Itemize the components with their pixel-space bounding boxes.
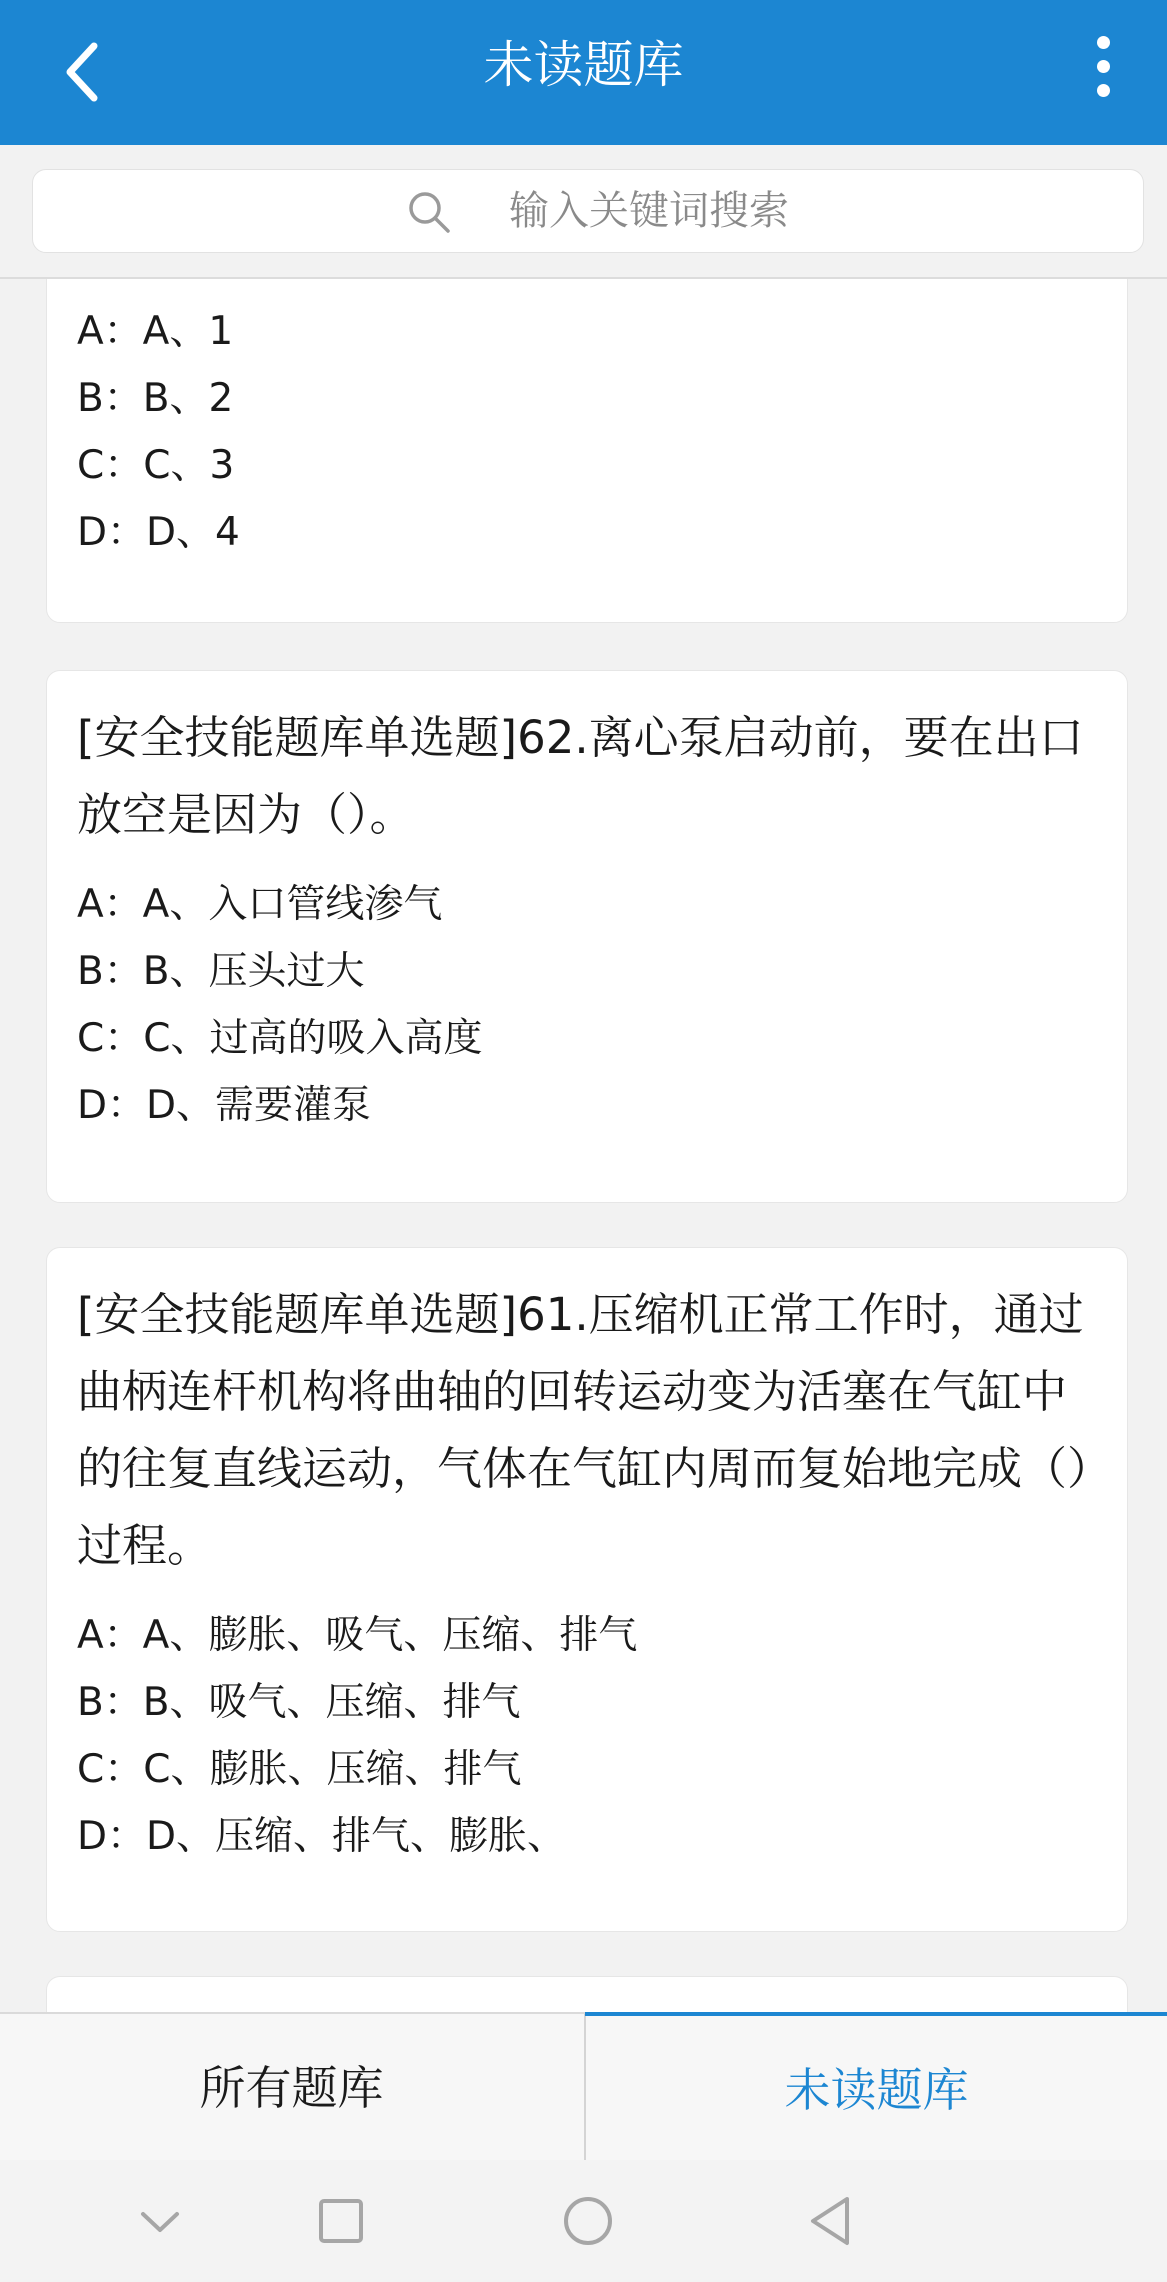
question-text: [安全技能题库单选题]62.离心泵启动前，要在出口放空是因为（）。 bbox=[77, 711, 1084, 841]
tab-all-questions[interactable]: 所有题库 bbox=[199, 2061, 384, 2115]
hide-keyboard-button[interactable] bbox=[125, 2190, 195, 2252]
question-card[interactable] bbox=[46, 1976, 1128, 2012]
bottom-tab-bar bbox=[0, 2012, 1167, 2162]
option-b[interactable]: B：B、吸气、压缩、排气 bbox=[77, 1680, 521, 1725]
search-placeholder: 输入关键词搜索 bbox=[509, 188, 789, 234]
search-icon bbox=[405, 188, 453, 236]
option-d[interactable]: D：D、需要灌泵 bbox=[77, 1083, 372, 1128]
page-title: 未读题库 bbox=[483, 36, 684, 94]
option-a[interactable]: A：A、膨胀、吸气、压缩、排气 bbox=[77, 1613, 638, 1658]
recents-button[interactable] bbox=[306, 2190, 376, 2252]
question-text: [安全技能题库单选题]61.压缩机正常工作时，通过曲柄连杆机构将曲轴的回转运动变为活塞在气缸中的往复直线运动，气体在气缸内周而复始地完成（）过程。 bbox=[77, 1288, 1090, 1572]
more-options-button[interactable] bbox=[1067, 20, 1137, 110]
app-header bbox=[0, 0, 1167, 145]
option-a[interactable]: A：A、入口管线渗气 bbox=[77, 882, 443, 927]
search-input[interactable] bbox=[32, 169, 1144, 253]
question-card[interactable] bbox=[46, 670, 1128, 1203]
option-c[interactable]: C：C、膨胀、压缩、排气 bbox=[77, 1747, 522, 1792]
back-nav-button[interactable] bbox=[797, 2190, 867, 2252]
tab-unread-questions[interactable]: 未读题库 bbox=[585, 2012, 1167, 2164]
triangle-back-icon bbox=[797, 2190, 867, 2252]
home-button[interactable] bbox=[553, 2190, 623, 2252]
option-c[interactable]: C：C、3 bbox=[77, 443, 235, 488]
question-card[interactable] bbox=[46, 1247, 1128, 1932]
system-nav-bar bbox=[0, 2160, 1167, 2282]
options-list bbox=[77, 871, 1097, 1139]
option-b[interactable]: B：B、压头过大 bbox=[77, 949, 365, 994]
circle-icon bbox=[553, 2190, 623, 2252]
options-list bbox=[77, 1602, 1097, 1870]
square-icon bbox=[306, 2190, 376, 2252]
chevron-down-icon bbox=[125, 2190, 195, 2252]
options-list bbox=[77, 298, 1097, 566]
option-d[interactable]: D：D、压缩、排气、膨胀、 bbox=[77, 1814, 567, 1859]
option-d[interactable]: D：D、4 bbox=[77, 510, 240, 555]
option-b[interactable]: B：B、2 bbox=[77, 376, 234, 421]
option-c[interactable]: C：C、过高的吸入高度 bbox=[77, 1016, 483, 1061]
option-a[interactable]: A：A、1 bbox=[77, 309, 234, 354]
question-card[interactable] bbox=[46, 279, 1128, 623]
search-bar bbox=[0, 145, 1167, 279]
question-list bbox=[0, 279, 1167, 2012]
